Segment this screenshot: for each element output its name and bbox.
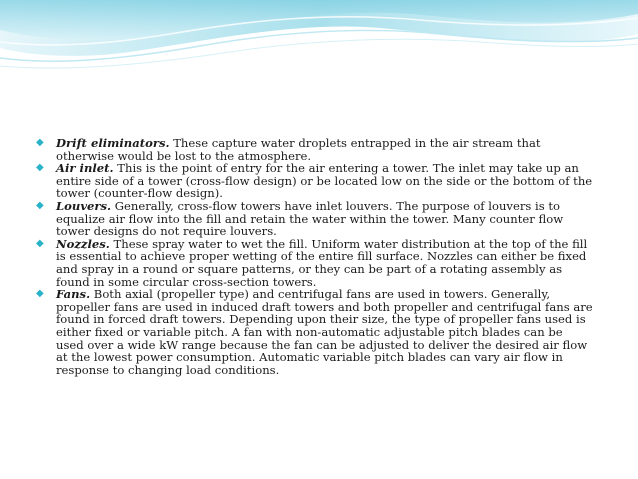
diamond-bullet-icon: ◆	[36, 137, 44, 148]
list-item	[34, 238, 594, 288]
item-term: Louvers.	[56, 198, 112, 213]
header-wave-decoration	[0, 0, 638, 80]
item-text: These capture water droplets entrapped in the air stream that otherwise would be lost to the atmosphere.	[56, 136, 541, 163]
diamond-bullet-icon: ◆	[36, 199, 44, 211]
diamond-bullet-icon: ◆	[36, 162, 44, 174]
item-text: Both axial (propeller type) and centrifugal fans are used in towers. Generally, propeller fans are used in induced draft towers and both propeller and centrifugal fans are found in forced draft towers. Depending upon their size, the type of propeller fans used is either fixed or variable pitch. A fan with non-automatic adjustable pitch blades can be used over a wide kW range because the fan can be adjusted to deliver the desired air flow at the lowest power consumption. Automatic variable pitch blades can vary air flow in response to changing load conditions.	[56, 287, 593, 377]
item-text: These spray water to wet the fill. Uniform water distribution at the top of the fill is essential to achieve proper wetting of the entire fill surface. Nozzles can either be fixed and spray in a round or square patterns, or they can be part of a rotating assembly as found in some circular cross-section towers.	[56, 236, 588, 289]
list-item	[34, 162, 594, 200]
list-item	[34, 137, 594, 162]
bullet-list	[34, 137, 594, 376]
item-term: Drift eliminators.	[56, 136, 170, 150]
list-item	[34, 200, 594, 238]
item-text: This is the point of entry for the air entering a tower. The inlet may take up an entire side of a tower (cross-flow design) or be located low on the side or the bottom of the tower (counter-flow design).	[56, 161, 593, 201]
diamond-bullet-icon: ◆	[36, 237, 44, 249]
item-text: Generally, cross-flow towers have inlet louvers. The purpose of louvers is to equalize air flow into the fill and retain the water within the tower. Many counter flow tower designs do not require louvers.	[56, 198, 564, 239]
diamond-bullet-icon: ◆	[36, 288, 44, 300]
list-item	[34, 288, 594, 376]
item-term: Fans.	[56, 287, 91, 302]
item-term: Air inlet.	[56, 161, 114, 176]
item-term: Nozzles.	[56, 236, 110, 251]
